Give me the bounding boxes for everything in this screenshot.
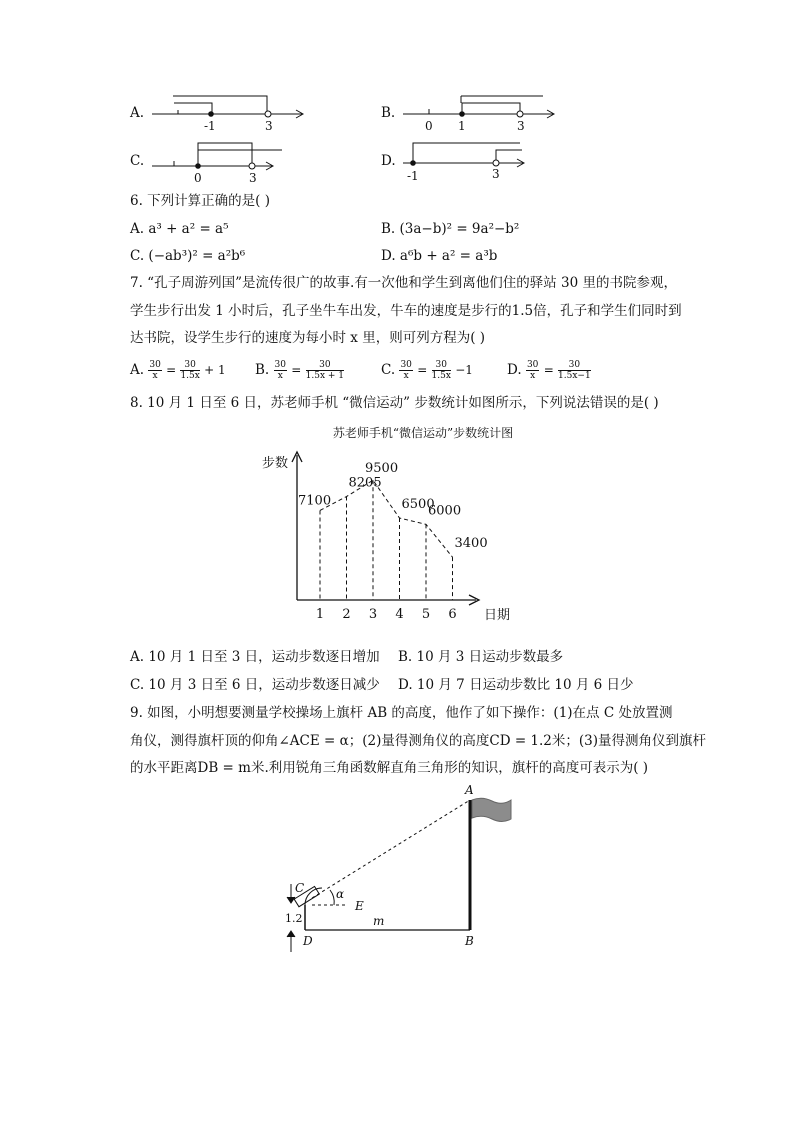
q9-line-3: 的水平距离DB = m米.利用锐角三角函数解直角三角形的知识，旗杆的高度可表示为( ): [130, 760, 649, 776]
number-line-a-label-2: 3: [265, 119, 273, 133]
number-line-d-label-1: -1: [407, 169, 419, 183]
number-line-c-label-2: 3: [249, 171, 257, 185]
number-line-b-label-3: 3: [517, 119, 525, 133]
q7-option-d: D. $\frac{30}{x}$ = $\frac{30}{1.5x-1}$: [507, 360, 591, 381]
q7-line-3: 达书院，设学生步行的速度为每小时 x 里，则可列方程为( ): [130, 330, 486, 346]
q8-option-c: C. 10 月 3 日至 6 日，运动步数逐日减少: [130, 677, 380, 693]
q6-option-b: B. (3a−b)² = 9a²−b²: [381, 221, 520, 237]
label-alpha: α: [336, 887, 345, 901]
number-line-d-label-2: 3: [492, 167, 500, 181]
q6-stem: 6. 下列计算正确的是( ): [130, 193, 270, 209]
label-e: E: [355, 899, 364, 913]
label-height: 1.2: [285, 912, 303, 925]
q7-option-c: C. $\frac{30}{x}$ = $\frac{30}{1.5x}$ −1: [381, 360, 473, 381]
chart-x-tick-6: 6: [448, 607, 457, 622]
chart-x-tick-5: 5: [421, 607, 431, 622]
q7-option-a: A. $\frac{30}{x}$ = $\frac{30}{1.5x}$ + 1: [130, 360, 226, 381]
q7-line-1: 7. “孔子周游列国”是流传很广的故事.有一次他和学生到离他们住的驿站 30 里的书院参观，: [130, 275, 678, 291]
label-a: A: [465, 783, 474, 797]
q9-line-2: 角仪，测得旗杆顶的仰角∠ACE = α；(2)量得测角仪的高度CD = 1.2米；(3)量得测角仪到旗杆: [130, 733, 707, 749]
q7-line-2: 学生步行出发 1 小时后，孔子坐牛车出发，牛车的速度是步行的1.5倍，孔子和学生们同时到: [130, 303, 682, 319]
q8-stem: 8. 10 月 1 日至 6 日，苏老师手机 “微信运动” 步数统计如图所示，下列说法错误的是( ): [130, 395, 659, 411]
q5-option-b-letter: B.: [381, 105, 396, 121]
q9-line-1: 9. 如图，小明想要测量学校操场上旗杆 AB 的高度，他作了如下操作：(1)在点 C 处放置测: [130, 705, 673, 721]
label-b: B: [465, 934, 474, 948]
q6-option-c: C. (−ab³)² = a²b⁶: [130, 248, 246, 264]
label-d: D: [303, 934, 313, 948]
chart-data-label-2: 8205: [348, 475, 382, 491]
number-line-b-label-2: 1: [458, 119, 466, 133]
q5-option-c-letter: C.: [130, 153, 145, 169]
number-line-c-label-1: 0: [194, 171, 202, 185]
chart-x-label: 日期: [484, 608, 511, 623]
q6-option-d: D. a⁶b + a² = a³b: [381, 248, 498, 264]
q5-option-d-letter: D.: [381, 153, 396, 169]
chart-data-label-6: 3400: [454, 536, 488, 552]
chart-x-tick-2: 2: [342, 607, 351, 622]
q8-option-b: B. 10 月 3 日运动步数最多: [398, 649, 564, 665]
flag: [472, 798, 511, 821]
chart-y-label: 步数: [262, 456, 289, 471]
chart-title: 苏老师手机“微信运动”步数统计图: [332, 426, 514, 440]
chart-data-label-4: 6500: [401, 497, 435, 513]
chart-data-label-3: 9500: [365, 461, 399, 477]
label-c: C: [295, 881, 305, 895]
label-m: m: [373, 914, 385, 928]
q8-option-a: A. 10 月 1 日至 3 日，运动步数逐日增加: [130, 649, 380, 665]
chart-x-tick-1: 1: [315, 607, 325, 622]
q8-option-d: D. 10 月 7 日运动步数比 10 月 6 日少: [398, 677, 634, 693]
q6-option-a: A. a³ + a² = a⁵: [130, 221, 229, 237]
q5-option-a-letter: A.: [130, 105, 145, 121]
sight-line: [312, 800, 470, 898]
chart-x-tick-4: 4: [395, 607, 404, 622]
chart-x-tick-3: 3: [368, 607, 378, 622]
angle-arc: [330, 890, 334, 905]
number-line-b-label-1: 0: [425, 119, 433, 133]
q7-option-b: B. $\frac{30}{x}$ = $\frac{30}{1.5x + 1}$: [255, 360, 345, 381]
chart-data-label-1: 7100: [298, 493, 332, 509]
chart-data-label-5: 6000: [428, 503, 462, 519]
number-line-a-label-1: -1: [204, 119, 216, 133]
